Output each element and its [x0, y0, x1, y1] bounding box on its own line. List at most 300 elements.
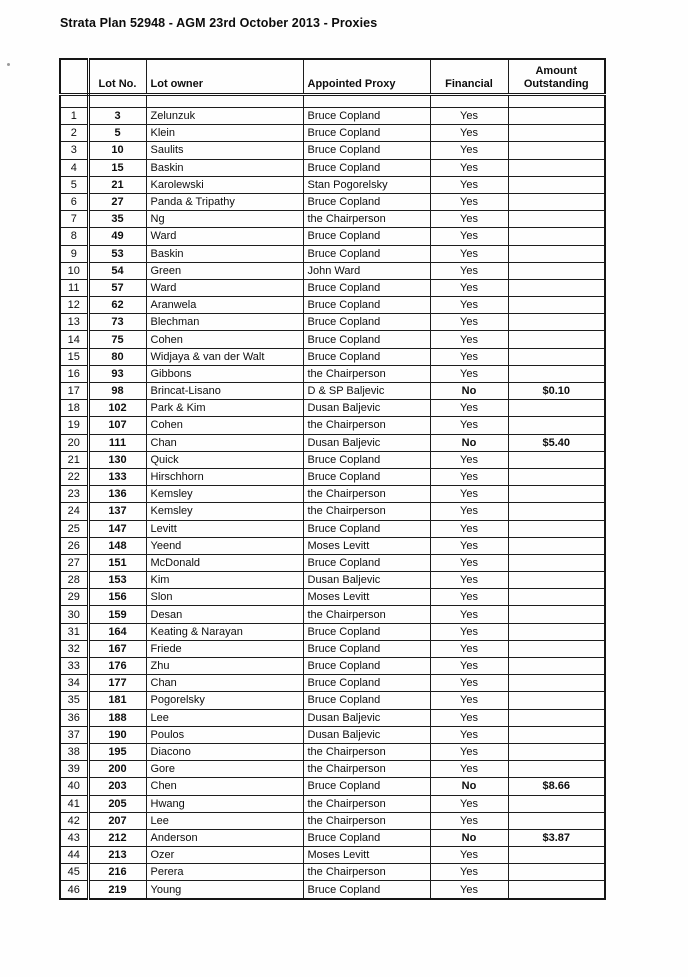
- appointed-proxy-cell: Dusan Baljevic: [303, 709, 430, 726]
- table-row: [60, 434, 605, 451]
- lot-owner-cell: Friede: [146, 640, 303, 657]
- lot-no-cell: 203: [88, 778, 146, 795]
- financial-cell: Yes: [430, 211, 508, 228]
- amount-outstanding-cell: [508, 365, 605, 382]
- appointed-proxy-cell: Bruce Copland: [303, 279, 430, 296]
- column-header-row-number: [60, 59, 88, 95]
- lot-owner-cell: Hirschhorn: [146, 468, 303, 485]
- lot-owner-cell: Kemsley: [146, 503, 303, 520]
- row-number-cell: 27: [60, 554, 88, 571]
- row-number-cell: 42: [60, 812, 88, 829]
- lot-owner-cell: Gore: [146, 761, 303, 778]
- table-row: [60, 279, 605, 296]
- amount-outstanding-cell: [508, 176, 605, 193]
- table-row: [60, 554, 605, 571]
- lot-owner-cell: Ward: [146, 279, 303, 296]
- appointed-proxy-cell: the Chairperson: [303, 795, 430, 812]
- row-number-cell: 37: [60, 726, 88, 743]
- financial-cell: Yes: [430, 675, 508, 692]
- table-row: [60, 297, 605, 314]
- lot-owner-cell: Cohen: [146, 331, 303, 348]
- appointed-proxy-cell: Bruce Copland: [303, 692, 430, 709]
- lot-no-cell: 57: [88, 279, 146, 296]
- table-row: [60, 589, 605, 606]
- lot-no-cell: 62: [88, 297, 146, 314]
- table-row: [60, 520, 605, 537]
- row-number-cell: 34: [60, 675, 88, 692]
- lot-no-cell: 167: [88, 640, 146, 657]
- lot-owner-cell: Chan: [146, 434, 303, 451]
- table-row: [60, 228, 605, 245]
- financial-cell: Yes: [430, 314, 508, 331]
- amount-outstanding-cell: [508, 279, 605, 296]
- amount-outstanding-cell: [508, 451, 605, 468]
- amount-outstanding-cell: [508, 228, 605, 245]
- page-title: Strata Plan 52948 - AGM 23rd October 2013 - Proxies: [60, 16, 378, 30]
- appointed-proxy-cell: Dusan Baljevic: [303, 572, 430, 589]
- column-header-amount-outstanding: Amount Outstanding: [508, 59, 605, 95]
- lot-no-cell: 200: [88, 761, 146, 778]
- table-row: [60, 743, 605, 760]
- lot-no-cell: 205: [88, 795, 146, 812]
- row-number-cell: 22: [60, 468, 88, 485]
- lot-owner-cell: Klein: [146, 125, 303, 142]
- lot-no-cell: 164: [88, 623, 146, 640]
- column-header-lot-owner: Lot owner: [146, 59, 303, 95]
- lot-no-cell: 3: [88, 108, 146, 125]
- financial-cell: Yes: [430, 176, 508, 193]
- appointed-proxy-cell: the Chairperson: [303, 211, 430, 228]
- amount-outstanding-cell: [508, 675, 605, 692]
- spacer-row: [60, 95, 605, 108]
- row-number-cell: 7: [60, 211, 88, 228]
- row-number-cell: 45: [60, 864, 88, 881]
- lot-no-cell: 159: [88, 606, 146, 623]
- amount-outstanding-cell: [508, 726, 605, 743]
- lot-owner-cell: Kemsley: [146, 486, 303, 503]
- row-number-cell: 4: [60, 159, 88, 176]
- table-row: [60, 726, 605, 743]
- table-row: [60, 331, 605, 348]
- amount-outstanding-cell: [508, 658, 605, 675]
- appointed-proxy-cell: the Chairperson: [303, 503, 430, 520]
- row-number-cell: 46: [60, 881, 88, 899]
- financial-cell: Yes: [430, 606, 508, 623]
- amount-outstanding-cell: [508, 589, 605, 606]
- table-row: [60, 761, 605, 778]
- table-row: [60, 417, 605, 434]
- table-row: [60, 348, 605, 365]
- empty-cell: [430, 95, 508, 108]
- appointed-proxy-cell: Bruce Copland: [303, 675, 430, 692]
- amount-outstanding-cell: [508, 709, 605, 726]
- row-number-cell: 24: [60, 503, 88, 520]
- row-number-cell: 23: [60, 486, 88, 503]
- table-row: [60, 881, 605, 899]
- row-number-cell: 39: [60, 761, 88, 778]
- financial-cell: Yes: [430, 331, 508, 348]
- appointed-proxy-cell: Bruce Copland: [303, 468, 430, 485]
- appointed-proxy-cell: Dusan Baljevic: [303, 434, 430, 451]
- appointed-proxy-cell: Bruce Copland: [303, 658, 430, 675]
- table-row: [60, 812, 605, 829]
- empty-cell: [88, 95, 146, 108]
- lot-owner-cell: Cohen: [146, 417, 303, 434]
- row-number-cell: 17: [60, 383, 88, 400]
- table-row: [60, 778, 605, 795]
- table-row: [60, 193, 605, 210]
- appointed-proxy-cell: the Chairperson: [303, 743, 430, 760]
- table-header: [60, 59, 605, 95]
- row-number-cell: 11: [60, 279, 88, 296]
- amount-outstanding-cell: [508, 297, 605, 314]
- lot-owner-cell: Saulits: [146, 142, 303, 159]
- lot-no-cell: 35: [88, 211, 146, 228]
- row-number-cell: 31: [60, 623, 88, 640]
- lot-owner-cell: Ward: [146, 228, 303, 245]
- row-number-cell: 26: [60, 537, 88, 554]
- lot-no-cell: 93: [88, 365, 146, 382]
- financial-cell: No: [430, 434, 508, 451]
- appointed-proxy-cell: Bruce Copland: [303, 245, 430, 262]
- table-row: [60, 829, 605, 846]
- appointed-proxy-cell: Bruce Copland: [303, 142, 430, 159]
- lot-owner-cell: McDonald: [146, 554, 303, 571]
- row-number-cell: 33: [60, 658, 88, 675]
- lot-no-cell: 153: [88, 572, 146, 589]
- financial-cell: Yes: [430, 554, 508, 571]
- financial-cell: Yes: [430, 245, 508, 262]
- lot-owner-cell: Zelunzuk: [146, 108, 303, 125]
- lot-owner-cell: Lee: [146, 812, 303, 829]
- table-row: [60, 675, 605, 692]
- scan-artifact-dot: [7, 63, 10, 66]
- row-number-cell: 35: [60, 692, 88, 709]
- row-number-cell: 36: [60, 709, 88, 726]
- amount-outstanding-cell: [508, 520, 605, 537]
- lot-no-cell: 130: [88, 451, 146, 468]
- proxies-table: [59, 58, 606, 900]
- lot-owner-cell: Quick: [146, 451, 303, 468]
- lot-owner-cell: Desan: [146, 606, 303, 623]
- lot-no-cell: 15: [88, 159, 146, 176]
- table-row: [60, 383, 605, 400]
- column-header-financial: Financial: [430, 59, 508, 95]
- lot-owner-cell: Zhu: [146, 658, 303, 675]
- financial-cell: Yes: [430, 692, 508, 709]
- amount-outstanding-cell: [508, 881, 605, 899]
- financial-cell: No: [430, 829, 508, 846]
- lot-owner-cell: Aranwela: [146, 297, 303, 314]
- lot-owner-cell: Levitt: [146, 520, 303, 537]
- financial-cell: Yes: [430, 795, 508, 812]
- table-row: [60, 692, 605, 709]
- table-row: [60, 108, 605, 125]
- table-body: [60, 95, 605, 899]
- amount-outstanding-cell: [508, 142, 605, 159]
- table-row: [60, 142, 605, 159]
- lot-owner-cell: Ng: [146, 211, 303, 228]
- lot-no-cell: 151: [88, 554, 146, 571]
- lot-owner-cell: Keating & Narayan: [146, 623, 303, 640]
- amount-outstanding-cell: [508, 468, 605, 485]
- amount-outstanding-cell: [508, 847, 605, 864]
- empty-cell: [146, 95, 303, 108]
- table-row: [60, 658, 605, 675]
- amount-outstanding-cell: [508, 314, 605, 331]
- lot-no-cell: 188: [88, 709, 146, 726]
- financial-cell: Yes: [430, 365, 508, 382]
- table-row: [60, 245, 605, 262]
- row-number-cell: 25: [60, 520, 88, 537]
- lot-no-cell: 216: [88, 864, 146, 881]
- financial-cell: Yes: [430, 451, 508, 468]
- lot-no-cell: 102: [88, 400, 146, 417]
- lot-no-cell: 5: [88, 125, 146, 142]
- row-number-cell: 40: [60, 778, 88, 795]
- lot-no-cell: 156: [88, 589, 146, 606]
- amount-outstanding-cell: [508, 125, 605, 142]
- lot-no-cell: 195: [88, 743, 146, 760]
- financial-cell: Yes: [430, 623, 508, 640]
- financial-cell: Yes: [430, 193, 508, 210]
- lot-no-cell: 80: [88, 348, 146, 365]
- empty-cell: [508, 95, 605, 108]
- financial-cell: Yes: [430, 262, 508, 279]
- amount-outstanding-cell: $0.10: [508, 383, 605, 400]
- row-number-cell: 32: [60, 640, 88, 657]
- appointed-proxy-cell: Bruce Copland: [303, 829, 430, 846]
- amount-outstanding-cell: [508, 262, 605, 279]
- amount-outstanding-cell: [508, 554, 605, 571]
- amount-outstanding-cell: [508, 503, 605, 520]
- financial-cell: Yes: [430, 847, 508, 864]
- row-number-cell: 19: [60, 417, 88, 434]
- amount-outstanding-cell: $3.87: [508, 829, 605, 846]
- appointed-proxy-cell: the Chairperson: [303, 864, 430, 881]
- lot-no-cell: 107: [88, 417, 146, 434]
- amount-outstanding-cell: [508, 623, 605, 640]
- lot-no-cell: 98: [88, 383, 146, 400]
- lot-owner-cell: Poulos: [146, 726, 303, 743]
- financial-cell: Yes: [430, 520, 508, 537]
- financial-cell: Yes: [430, 812, 508, 829]
- row-number-cell: 21: [60, 451, 88, 468]
- appointed-proxy-cell: the Chairperson: [303, 812, 430, 829]
- row-number-cell: 1: [60, 108, 88, 125]
- row-number-cell: 10: [60, 262, 88, 279]
- financial-cell: No: [430, 778, 508, 795]
- appointed-proxy-cell: the Chairperson: [303, 365, 430, 382]
- lot-no-cell: 10: [88, 142, 146, 159]
- lot-no-cell: 21: [88, 176, 146, 193]
- row-number-cell: 29: [60, 589, 88, 606]
- amount-outstanding-cell: [508, 108, 605, 125]
- table-row: [60, 400, 605, 417]
- financial-cell: Yes: [430, 348, 508, 365]
- lot-no-cell: 53: [88, 245, 146, 262]
- row-number-cell: 3: [60, 142, 88, 159]
- amount-outstanding-cell: [508, 400, 605, 417]
- appointed-proxy-cell: Bruce Copland: [303, 228, 430, 245]
- amount-outstanding-cell: [508, 193, 605, 210]
- lot-owner-cell: Karolewski: [146, 176, 303, 193]
- financial-cell: Yes: [430, 228, 508, 245]
- row-number-cell: 13: [60, 314, 88, 331]
- financial-cell: Yes: [430, 572, 508, 589]
- lot-owner-cell: Panda & Tripathy: [146, 193, 303, 210]
- amount-outstanding-cell: [508, 743, 605, 760]
- lot-owner-cell: Ozer: [146, 847, 303, 864]
- row-number-cell: 30: [60, 606, 88, 623]
- appointed-proxy-cell: Bruce Copland: [303, 348, 430, 365]
- amount-outstanding-cell: [508, 486, 605, 503]
- lot-no-cell: 207: [88, 812, 146, 829]
- amount-outstanding-cell: [508, 245, 605, 262]
- lot-owner-cell: Hwang: [146, 795, 303, 812]
- appointed-proxy-cell: Bruce Copland: [303, 640, 430, 657]
- lot-owner-cell: Perera: [146, 864, 303, 881]
- lot-no-cell: 219: [88, 881, 146, 899]
- financial-cell: Yes: [430, 503, 508, 520]
- financial-cell: Yes: [430, 864, 508, 881]
- appointed-proxy-cell: the Chairperson: [303, 761, 430, 778]
- amount-outstanding-cell: [508, 795, 605, 812]
- table-row: [60, 503, 605, 520]
- financial-cell: Yes: [430, 125, 508, 142]
- lot-owner-cell: Baskin: [146, 159, 303, 176]
- row-number-cell: 8: [60, 228, 88, 245]
- financial-cell: Yes: [430, 658, 508, 675]
- lot-owner-cell: Lee: [146, 709, 303, 726]
- table-row: [60, 640, 605, 657]
- appointed-proxy-cell: Bruce Copland: [303, 297, 430, 314]
- financial-cell: Yes: [430, 537, 508, 554]
- financial-cell: Yes: [430, 881, 508, 899]
- column-header-lot-no: Lot No.: [88, 59, 146, 95]
- amount-outstanding-cell: [508, 692, 605, 709]
- financial-cell: No: [430, 383, 508, 400]
- lot-no-cell: 27: [88, 193, 146, 210]
- amount-outstanding-cell: [508, 812, 605, 829]
- appointed-proxy-cell: Bruce Copland: [303, 623, 430, 640]
- lot-no-cell: 75: [88, 331, 146, 348]
- appointed-proxy-cell: Stan Pogorelsky: [303, 176, 430, 193]
- appointed-proxy-cell: Moses Levitt: [303, 589, 430, 606]
- lot-owner-cell: Park & Kim: [146, 400, 303, 417]
- column-header-appointed-proxy: Appointed Proxy: [303, 59, 430, 95]
- row-number-cell: 6: [60, 193, 88, 210]
- lot-owner-cell: Diacono: [146, 743, 303, 760]
- table-row: [60, 606, 605, 623]
- financial-cell: Yes: [430, 417, 508, 434]
- empty-cell: [303, 95, 430, 108]
- lot-owner-cell: Blechman: [146, 314, 303, 331]
- table-row: [60, 125, 605, 142]
- financial-cell: Yes: [430, 142, 508, 159]
- appointed-proxy-cell: Bruce Copland: [303, 159, 430, 176]
- financial-cell: Yes: [430, 159, 508, 176]
- row-number-cell: 14: [60, 331, 88, 348]
- appointed-proxy-cell: the Chairperson: [303, 486, 430, 503]
- row-number-cell: 28: [60, 572, 88, 589]
- appointed-proxy-cell: the Chairperson: [303, 417, 430, 434]
- lot-no-cell: 147: [88, 520, 146, 537]
- financial-cell: Yes: [430, 297, 508, 314]
- lot-owner-cell: Chen: [146, 778, 303, 795]
- amount-outstanding-cell: [508, 761, 605, 778]
- row-number-cell: 9: [60, 245, 88, 262]
- appointed-proxy-cell: Bruce Copland: [303, 554, 430, 571]
- lot-owner-cell: Slon: [146, 589, 303, 606]
- amount-outstanding-cell: $8.66: [508, 778, 605, 795]
- appointed-proxy-cell: Bruce Copland: [303, 108, 430, 125]
- table-row: [60, 486, 605, 503]
- lot-no-cell: 111: [88, 434, 146, 451]
- lot-no-cell: 190: [88, 726, 146, 743]
- table-row: [60, 623, 605, 640]
- amount-outstanding-cell: [508, 572, 605, 589]
- header-row: [60, 59, 605, 95]
- row-number-cell: 38: [60, 743, 88, 760]
- row-number-cell: 20: [60, 434, 88, 451]
- amount-outstanding-cell: $5.40: [508, 434, 605, 451]
- table-row: [60, 847, 605, 864]
- table-row: [60, 262, 605, 279]
- table-row: [60, 451, 605, 468]
- amount-outstanding-cell: [508, 606, 605, 623]
- amount-outstanding-cell: [508, 331, 605, 348]
- table-row: [60, 159, 605, 176]
- row-number-cell: 15: [60, 348, 88, 365]
- appointed-proxy-cell: Bruce Copland: [303, 193, 430, 210]
- appointed-proxy-cell: the Chairperson: [303, 606, 430, 623]
- appointed-proxy-cell: Moses Levitt: [303, 537, 430, 554]
- row-number-cell: 43: [60, 829, 88, 846]
- lot-owner-cell: Pogorelsky: [146, 692, 303, 709]
- table-row: [60, 211, 605, 228]
- row-number-cell: 2: [60, 125, 88, 142]
- appointed-proxy-cell: Dusan Baljevic: [303, 400, 430, 417]
- financial-cell: Yes: [430, 108, 508, 125]
- lot-no-cell: 133: [88, 468, 146, 485]
- lot-no-cell: 73: [88, 314, 146, 331]
- financial-cell: Yes: [430, 589, 508, 606]
- amount-outstanding-cell: [508, 211, 605, 228]
- appointed-proxy-cell: Bruce Copland: [303, 451, 430, 468]
- financial-cell: Yes: [430, 468, 508, 485]
- row-number-cell: 18: [60, 400, 88, 417]
- lot-no-cell: 177: [88, 675, 146, 692]
- lot-no-cell: 181: [88, 692, 146, 709]
- row-number-cell: 16: [60, 365, 88, 382]
- lot-owner-cell: Kim: [146, 572, 303, 589]
- lot-no-cell: 49: [88, 228, 146, 245]
- financial-cell: Yes: [430, 761, 508, 778]
- table-row: [60, 537, 605, 554]
- amount-outstanding-cell: [508, 159, 605, 176]
- row-number-cell: 12: [60, 297, 88, 314]
- row-number-cell: 44: [60, 847, 88, 864]
- lot-owner-cell: Young: [146, 881, 303, 899]
- financial-cell: Yes: [430, 743, 508, 760]
- appointed-proxy-cell: Bruce Copland: [303, 881, 430, 899]
- lot-no-cell: 176: [88, 658, 146, 675]
- table-row: [60, 709, 605, 726]
- lot-owner-cell: Green: [146, 262, 303, 279]
- appointed-proxy-cell: Bruce Copland: [303, 331, 430, 348]
- lot-owner-cell: Widjaya & van der Walt: [146, 348, 303, 365]
